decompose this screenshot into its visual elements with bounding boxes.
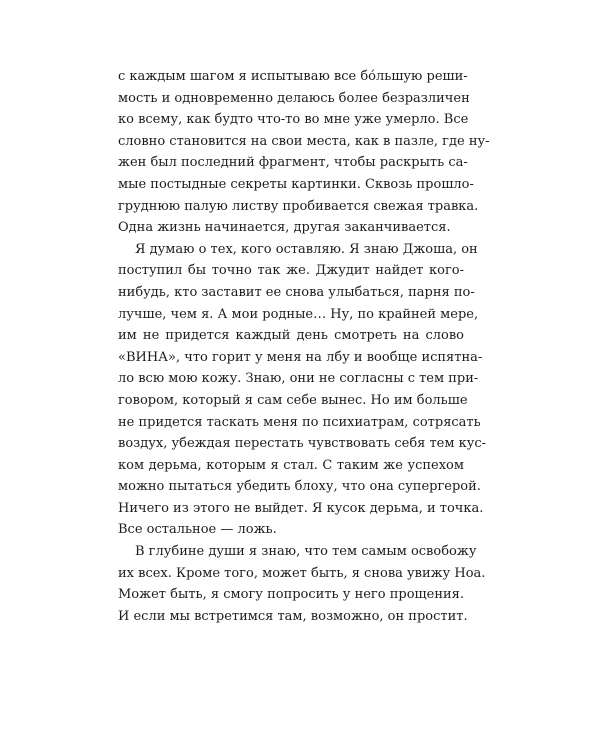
text-line: ло всю мою кожу. Знаю, они не согласны с тем при- xyxy=(118,371,479,387)
text-line: говором, который я сам себе вынес. Но им больше xyxy=(118,392,468,408)
text-line: можно пытаться убедить блоху, что она супергерой. xyxy=(118,479,481,495)
text-line: Я думаю о тех, кого оставляю. Я знаю Джоша, он xyxy=(135,241,478,257)
text-line: «ВИНА», что горит у меня на лбу и вообще испятна- xyxy=(118,349,483,365)
text-line: мость и одновременно делаюсь более безразличен xyxy=(118,90,470,106)
text-line: нибудь, кто заставит ее снова улыбаться, парня по- xyxy=(118,284,475,300)
text-line: мые постыдные секреты картинки. Сквозь прошло- xyxy=(118,176,474,192)
text-line: Ничего из этого не выйдет. Я кусок дерьма, и точка. xyxy=(118,500,484,516)
text-line: И если мы встретимся там, возможно, он простит. xyxy=(118,608,468,624)
text-line: поступил бы точно так же. Джудит найдет кого- xyxy=(118,263,464,279)
text-line: с каждым шагом я испытываю все бо́льшую реши- xyxy=(118,69,468,84)
text-line: не придется таскать меня по психиатрам, сотрясать xyxy=(118,414,481,430)
body-text xyxy=(118,66,490,627)
text-line: В глубине души я знаю, что тем самым освобожу xyxy=(135,544,477,560)
text-line: Все остальное — ложь. xyxy=(118,522,277,538)
text-line: воздух, убеждая перестать чувствовать себя тем кус- xyxy=(118,436,487,452)
text-line: ко всему, как будто что-то во мне уже умерло. Все xyxy=(118,112,469,128)
text-line: ком дерьма, которым я стал. С таким же успехом xyxy=(118,457,464,473)
text-line: их всех. Кроме того, может быть, я снова увижу Ноа. xyxy=(118,565,486,581)
text-line: словно становится на свои места, как в пазле, где ну- xyxy=(118,133,490,149)
text-line: Одна жизнь начинается, другая заканчивается. xyxy=(118,220,451,236)
text-line: Может быть, я смогу попросить у него прощения. xyxy=(118,587,464,603)
text-line: жен был последний фрагмент, чтобы раскрыть са- xyxy=(118,155,468,171)
text-line: груднюю палую листву пробивается свежая травка. xyxy=(118,198,479,214)
text-line: им не придется каждый день смотреть на слово xyxy=(118,328,464,344)
text-line: лучше, чем я. А мои родные… Ну, по крайней мере, xyxy=(118,306,479,322)
